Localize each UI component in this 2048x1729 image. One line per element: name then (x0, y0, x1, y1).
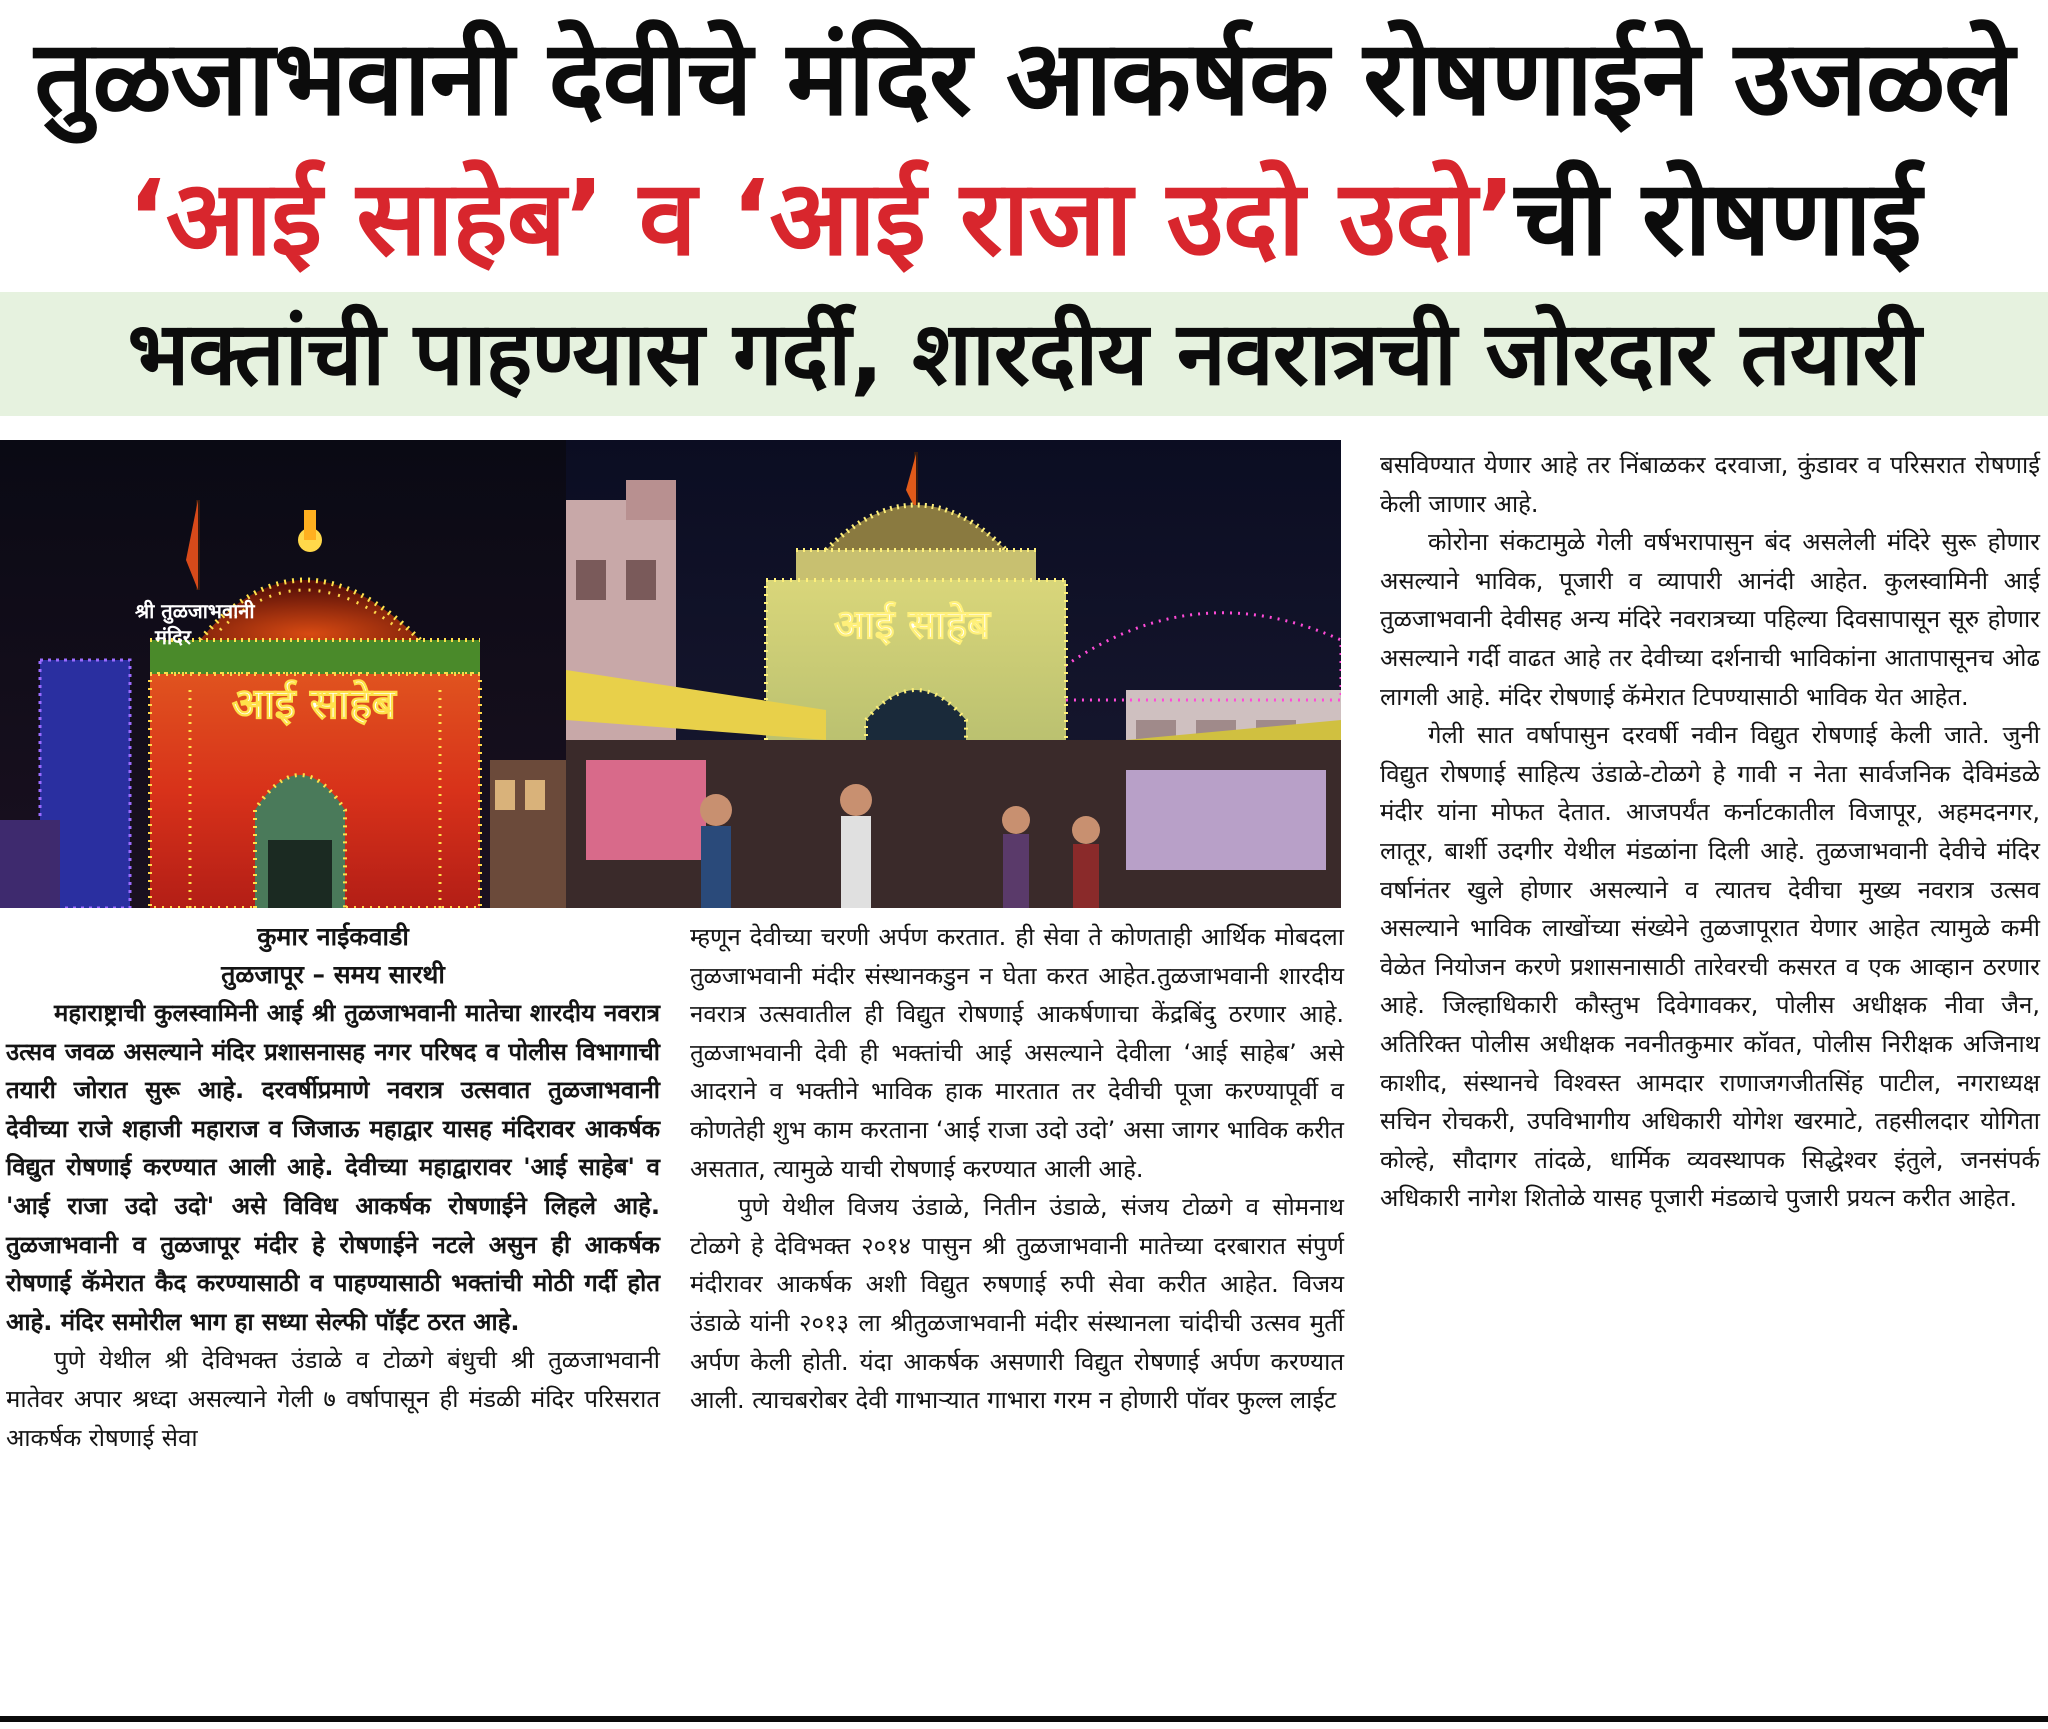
article-lead-paragraph: महाराष्ट्राची कुलस्वामिनी आई श्री तुळजाभवानी मातेचा शारदीय नवरात्र उत्सव जवळ असल्याने मंदिर प्रशासनासह नगर परिषद व पोलीस विभागाची तयारी जोरात सुरू आहे. दरवर्षीप्रमाणे नवरात्र उत्सवात तुळजाभवानी देवीच्या राजे शहाजी महाराज व जिजाऊ महाद्वार यासह मंदिरावर आकर्षक विद्युत रोषणाई करण्यात आली आहे. देवीच्या महाद्वारावर 'आई साहेब' व 'आई राजा उदो उदो' असे विविध आकर्षक रोषणाईने लिहले आहे. तुळजाभवानी व तुळजापूर मंदीर हे रोषणाईने नटले असुन ही आकर्षक रोषणाई कॅमेरात कैद करण्यासाठी व पाहण्यासाठी भक्तांची मोठी गर्दी होत आहे. मंदिर समोरील भाग हा सध्या सेल्फी पॉईंट ठरत आहे. (6, 999, 660, 1336)
article-paragraph: पुणे येथील विजय उंडाळे, नितीन उंडाळे, संजय टोळगे व सोमनाथ टोळगे हे देविभक्त २०१४ पासुन श्री तुळजाभवानी मातेच्या दरबारात संपुर्ण मंदीरावर आकर्षक अशी विद्युत रुषणाई रुपी सेवा करीत आहेत. विजय उंडाळे यांनी २०१३ ला श्रीतुळजाभवानी मंदीर संस्थानला चांदीची उत्सव मुर्ती अर्पण केली होती. यंदा आकर्षक असणारी विद्युत रोषणाई अर्पण करण्यात आली. त्याचबरोबर देवी गाभाऱ्यात गाभारा गरम न होणारी पॉवर फुल्ल लाईट (690, 1193, 1344, 1415)
article-column-2 (690, 918, 1344, 1420)
article-paragraph: म्हणून देवीच्या चरणी अर्पण करतात. ही सेवा ते कोणताही आर्थिक मोबदला तुळजाभवानी मंदीर संस्थानकडुन न घेता करत आहेत.तुळजाभवानी शारदीय नवरात्र उत्सवातील ही विद्युत रोषणाई आकर्षणाचा केंद्रबिंदु ठरणार आहे. तुळजाभवानी देवी ही भक्तांची आई असल्याने देवीला ‘आई साहेब’ असे आदराने व भक्तीने भाविक हाक मारतात तर देवीची पूजा करण्यापूर्वी व कोणतेही शुभ काम करताना ‘आई राजा उदो उदो’ असा जागर भाविक करीत असतात, त्यामुळे याची रोषणाई करण्यात आली आहे. (690, 923, 1344, 1183)
headline-line2-black: ची रोषणाई (1514, 157, 1921, 279)
article-column-3 (1380, 446, 2040, 1218)
byline-place: तुळजापूर – समय सारथी (221, 960, 445, 989)
byline-author: कुमार नाईकवाडी (257, 922, 409, 951)
headline-line2-red: ‘आई साहेब’ व ‘आई राजा उदो उदो’ (127, 157, 1515, 279)
article-paragraph: पुणे येथील श्री देविभक्त उंडाळे व टोळगे बंधुची श्री तुळजाभवानी मातेवर अपार श्रध्दा असल्याने गेली ७ वर्षापासून ही मंडळी मंदिर परिसरात आकर्षक रोषणाई सेवा (6, 1346, 660, 1452)
bottom-rule (0, 1716, 2048, 1722)
arch-lights-text-right: आई साहेब (834, 602, 990, 648)
photo-temple-gate-yellow (566, 440, 1341, 908)
article-paragraph: बसविण्यात येणार आहे तर निंबाळकर दरवाजा, कुंडावर व परिसरात रोषणाई केली जाणार आहे. (1380, 451, 2040, 518)
article-column-1 (6, 918, 660, 1457)
sign-text-line2: मंदिर (155, 625, 191, 649)
article-paragraph: कोरोना संकटामुळे गेली वर्षभरापासुन बंद असलेली मंदिरे सुरू होणार असल्याने भाविक, पूजारी व व्यापारी आनंदी आहेत. कुलस्वामिनी आई तुळजाभवानी देवीसह अन्य मंदिरे नवरात्रच्या पहिल्या दिवसापासून सूरु होणार असल्याने गर्दी वाढत आहे तर देवीच्या दर्शनाची भाविकांना आतापासूनच ओढ लागली आहे. मंदिर रोषणाई कॅमेरात टिपण्यासाठी भाविक येत आहेत. (1380, 528, 2040, 711)
photo-temple-gate-red (0, 440, 566, 908)
arch-lights-text-left: आई साहेब (232, 679, 396, 728)
article-paragraph: गेली सात वर्षापासुन दरवर्षी नवीन विद्युत रोषणाई केली जाते. जुनी विद्युत रोषणाई साहित्य उंडाळे-टोळगे हे गावी न नेता सार्वजनिक देविमंडळे मंदीर यांना मोफत देतात. आजपर्यंत कर्नाटकातील विजापूर, अहमदनगर, लातूर, बार्शी उदगीर येथील मंडळांना दिली आहे. तुळजाभवानी देवीचे मंदिर वर्षानंतर खुले होणार असल्याने व त्यातच देवीचा मुख्य नवरात्र उत्सव असल्याने भाविक लाखोंच्या संख्येने तुळजापूरात येणार आहेत त्यामुळे कमी वेळेत नियोजन करणे प्रशासनासाठी तारेवरची कसरत व एक आव्हान ठरणार आहे. जिल्हाधिकारी कौस्तुभ दिवेगावकर, पोलीस अधीक्षक नीवा जैन, अतिरिक्त पोलीस अधीक्षक नवनीतकुमार कॉवत, पोलीस निरीक्षक अजिनाथ काशीद, संस्थानचे विश्वस्त आमदार राणाजगजीतसिंह पाटील, नगराध्यक्ष सचिन रोचकरी, उपविभागीय अधिकारी योगेश खरमाटे, तहसीलदार योगिता कोल्हे, सौदागर तांदळे, धार्मिक व्यवस्थापक सिद्धेश्वर इंतुले, जनसंपर्क अधिकारी नागेश शितोळे यासह पूजारी मंडळाचे पुजारी प्रयत्न करीत आहेत. (1380, 721, 2040, 1213)
headline-line1: तुळजाभवानी देवीचे मंदिर आकर्षक रोषणाईने उजळले (34, 17, 2014, 139)
sign-text-line1: श्री तुळजाभवानी (135, 599, 255, 623)
subhead: भक्तांची पाहण्यास गर्दी, शारदीय नवरात्रची जोरदार तयारी (127, 302, 1921, 405)
headline-line2 (0, 150, 2048, 286)
